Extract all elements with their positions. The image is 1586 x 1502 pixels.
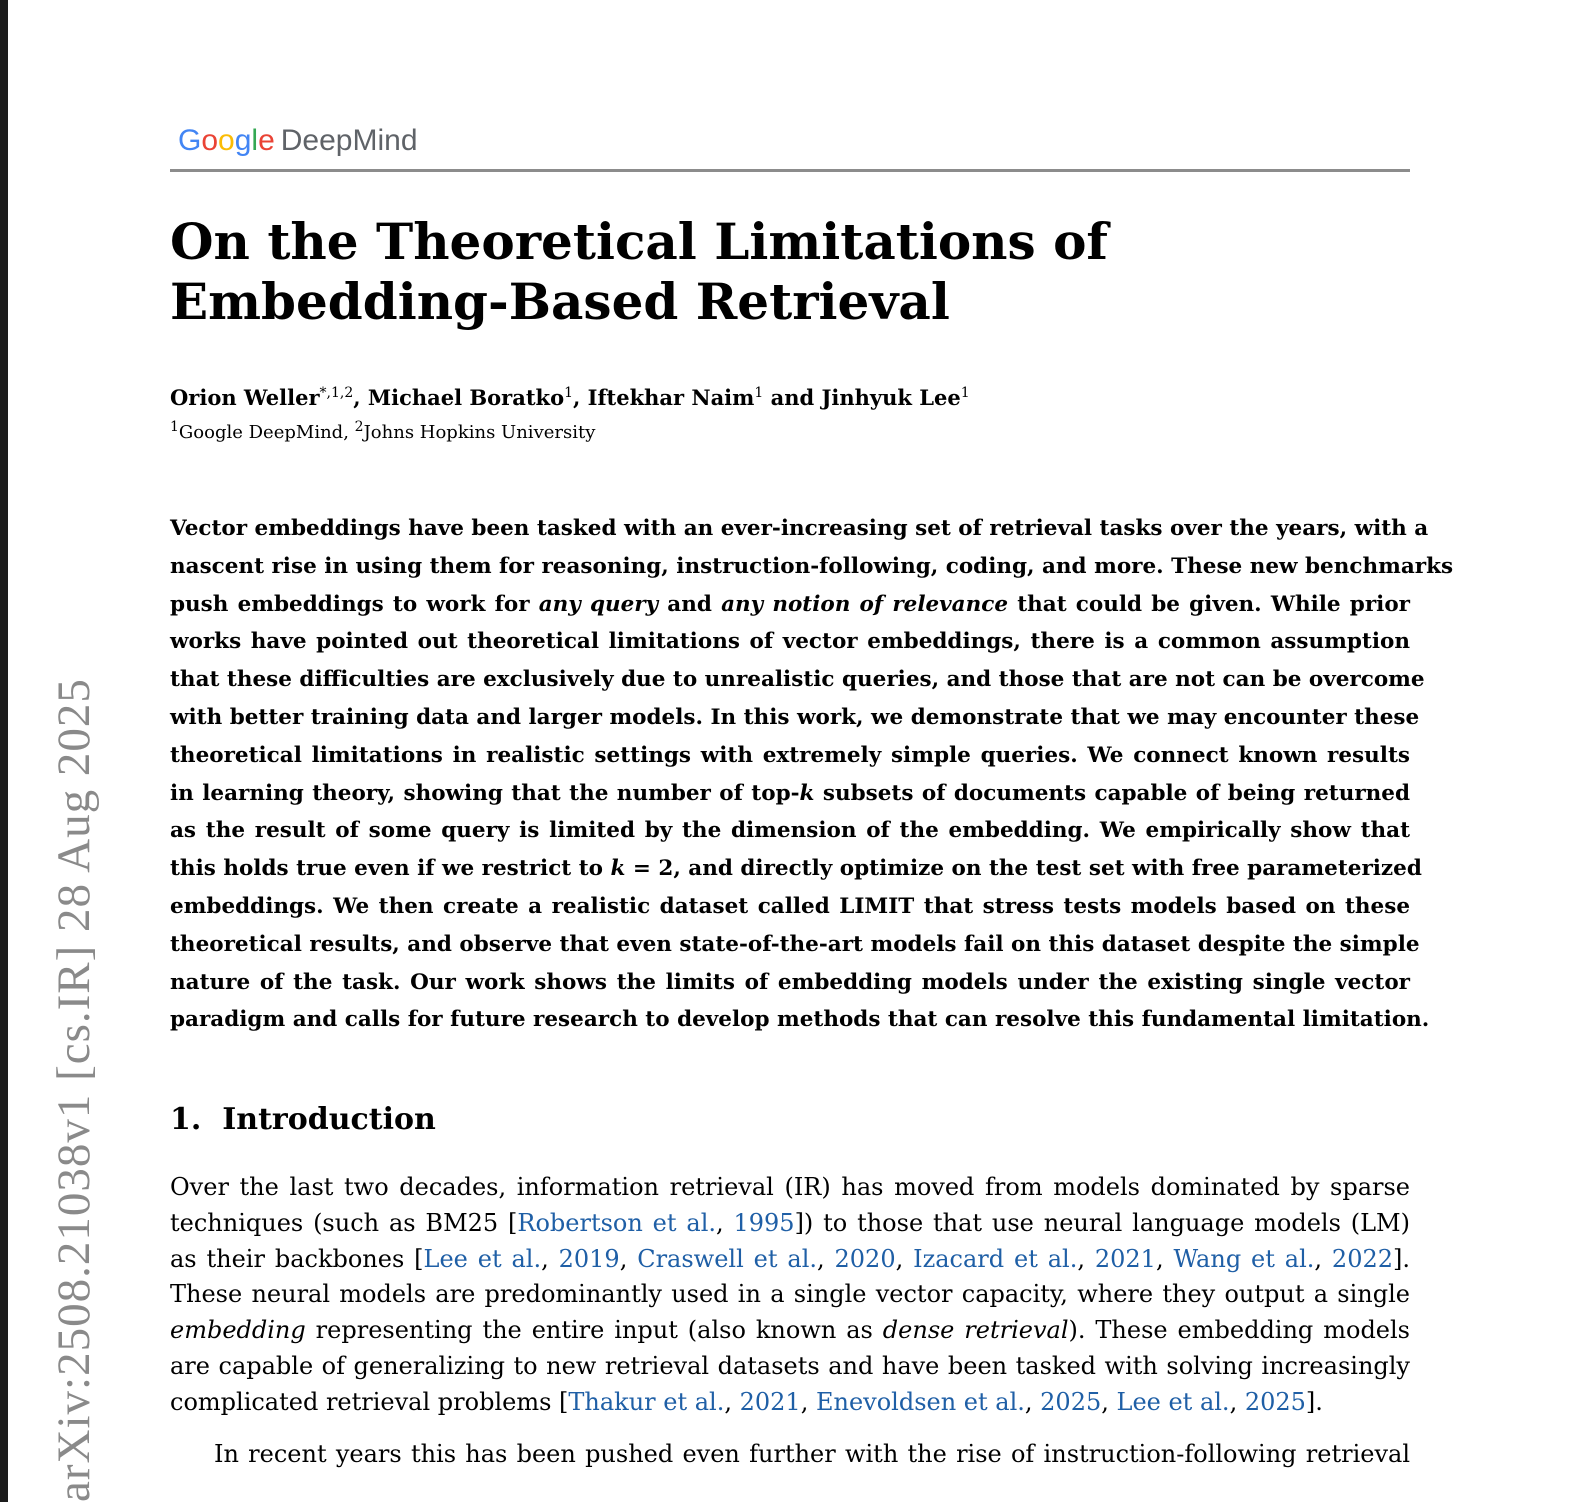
author-separator: , bbox=[353, 385, 368, 410]
section-heading-introduction bbox=[170, 1098, 436, 1142]
text-run: embeddings. We then create a realistic dataset called LIMIT that stress tests models based on these bbox=[170, 893, 1410, 919]
text-run: ). These embedding models bbox=[1068, 1316, 1410, 1345]
text-run: , bbox=[541, 1244, 559, 1273]
citation-link[interactable]: Enevoldsen et al. bbox=[815, 1387, 1025, 1416]
title-line-2: Embedding-Based Retrieval bbox=[170, 272, 950, 331]
text-run: ]) to those that use neural language models (LM) bbox=[794, 1208, 1410, 1237]
abstract-line bbox=[170, 812, 1410, 850]
deepmind-wordmark: DeepMind bbox=[280, 124, 418, 157]
header-rule bbox=[170, 169, 1410, 172]
google-letter: l bbox=[251, 124, 259, 157]
google-letter: G bbox=[178, 124, 202, 157]
title-line-1: On the Theoretical Limitations of bbox=[170, 212, 1108, 271]
text-run: in learning theory, showing that the number of top- bbox=[170, 780, 800, 806]
abstract-line bbox=[170, 548, 1454, 586]
text-run: These neural models are predominantly used in a single vector capacity, where they output a single bbox=[170, 1280, 1410, 1309]
text-run: representing the entire input (also known as bbox=[305, 1316, 883, 1345]
text-run: , bbox=[800, 1387, 816, 1416]
intro-line bbox=[170, 1277, 1410, 1313]
author-separator: and bbox=[763, 385, 822, 410]
citation-link[interactable]: Lee et al. bbox=[1116, 1387, 1230, 1416]
text-run: are capable of generalizing to new retrieval datasets and have been tasked with solving increasingly bbox=[170, 1351, 1410, 1380]
text-run: as the result of some query is limited by the dimension of the embedding. We empirically show that bbox=[170, 818, 1410, 844]
author-affiliation-mark: 1 bbox=[754, 385, 764, 401]
abstract-line bbox=[170, 850, 1422, 888]
abstract-line bbox=[170, 661, 1425, 699]
left-edge-bar bbox=[0, 0, 8, 1502]
text-run: paradigm and calls for future research to develop methods that can resolve this fundamental limitation. bbox=[170, 1007, 1430, 1033]
emphasis-text: any notion of relevance bbox=[721, 591, 1009, 617]
intro-line bbox=[170, 1242, 1410, 1278]
abstract-line bbox=[170, 926, 1420, 964]
citation-link[interactable]: 2019 bbox=[558, 1244, 620, 1273]
affiliation-name: Johns Hopkins University bbox=[363, 422, 596, 443]
citation-link[interactable]: Robertson et al. bbox=[517, 1208, 716, 1237]
affiliation-mark: 2 bbox=[354, 419, 364, 435]
text-run: , bbox=[895, 1244, 914, 1273]
text-run: theoretical results, and observe that even state-of-the-art models fail on this dataset despite the simple bbox=[170, 931, 1420, 957]
text-run: , bbox=[619, 1244, 638, 1273]
citation-link[interactable]: Craswell et al. bbox=[637, 1244, 817, 1273]
text-run: that these difficulties are exclusively due to unrealistic queries, and those that are not can be overcome bbox=[170, 667, 1425, 693]
citation-link[interactable]: Izacard et al. bbox=[913, 1244, 1078, 1273]
affiliation-name: Google DeepMind bbox=[178, 422, 344, 443]
author-name: Jinhyuk Lee bbox=[821, 385, 961, 410]
author-name: Michael Boratko bbox=[367, 385, 565, 410]
google-deepmind-logo bbox=[178, 122, 418, 160]
text-run: push embeddings to work for bbox=[170, 591, 539, 617]
intro-line bbox=[170, 1349, 1410, 1385]
citation-link[interactable]: 2021 bbox=[1094, 1244, 1156, 1273]
citation-link[interactable]: 2022 bbox=[1331, 1244, 1393, 1273]
section-number: 1. bbox=[170, 1102, 202, 1137]
author-list bbox=[170, 383, 970, 413]
affiliation-separator: , bbox=[343, 422, 355, 443]
text-run: ]. bbox=[1305, 1387, 1323, 1416]
text-run: subsets of documents capable of being returned bbox=[814, 780, 1410, 806]
intro-line bbox=[170, 1170, 1410, 1206]
citation-link[interactable]: 2025 bbox=[1040, 1387, 1102, 1416]
google-letter: g bbox=[234, 124, 252, 157]
abstract-line bbox=[170, 888, 1410, 926]
abstract bbox=[170, 510, 1454, 1039]
intro-line bbox=[170, 1206, 1410, 1242]
text-run: with better training data and larger models. In this work, we demonstrate that we may encounter these bbox=[170, 704, 1420, 730]
citation-link[interactable]: 1995 bbox=[733, 1208, 795, 1237]
text-run: In recent years this has been pushed even further with the rise of instruction-following retrieval bbox=[214, 1439, 1410, 1468]
intro-line bbox=[170, 1385, 1410, 1421]
google-letter: o bbox=[218, 124, 235, 157]
text-run: theoretical limitations in realistic settings with extremely simple queries. We connect known results bbox=[170, 742, 1410, 768]
abstract-line bbox=[170, 775, 1410, 813]
text-run: , bbox=[1229, 1387, 1245, 1416]
intro-line bbox=[170, 1313, 1410, 1349]
text-run: that could be given. While prior bbox=[1008, 591, 1410, 617]
citation-link[interactable]: 2020 bbox=[834, 1244, 896, 1273]
abstract-line bbox=[170, 623, 1410, 661]
author-affiliation-mark: 1 bbox=[960, 385, 970, 401]
abstract-line bbox=[170, 510, 1429, 548]
emphasis-text: any query bbox=[538, 591, 659, 617]
arxiv-identifier-stamp: arXiv:2508.21038v1 [cs.IR] 28 Aug 2025 bbox=[48, 678, 100, 1502]
text-run: techniques (such as BM25 [ bbox=[170, 1208, 518, 1237]
google-letter: o bbox=[201, 124, 219, 157]
author-name: Iftekhar Naim bbox=[587, 385, 755, 410]
google-letter: e bbox=[258, 124, 275, 157]
intro-line bbox=[170, 1437, 1410, 1473]
text-run: works have pointed out theoretical limitations of vector embeddings, there is a common assumption bbox=[170, 629, 1410, 655]
abstract-line bbox=[170, 699, 1420, 737]
emphasis-text: k bbox=[799, 780, 815, 806]
text-run: , bbox=[1077, 1244, 1095, 1273]
paper-title bbox=[170, 212, 1108, 332]
citation-link[interactable]: Thakur et al. bbox=[568, 1387, 725, 1416]
google-wordmark bbox=[178, 124, 275, 157]
abstract-line bbox=[170, 964, 1410, 1002]
citation-link[interactable]: 2021 bbox=[739, 1387, 801, 1416]
author-affiliation-mark: 1 bbox=[564, 385, 574, 401]
emphasis-text: embedding bbox=[170, 1316, 306, 1345]
text-run: , bbox=[1155, 1244, 1174, 1273]
text-run: , bbox=[817, 1244, 835, 1273]
affiliation-list bbox=[170, 420, 595, 446]
text-run: , bbox=[1101, 1387, 1117, 1416]
author-name: Orion Weller bbox=[170, 385, 320, 410]
citation-link[interactable]: 2025 bbox=[1244, 1387, 1306, 1416]
emphasis-text: dense retrieval bbox=[882, 1316, 1069, 1345]
citation-link[interactable]: Wang et al. bbox=[1173, 1244, 1315, 1273]
text-run: , bbox=[724, 1387, 740, 1416]
text-run: , bbox=[716, 1208, 734, 1237]
text-run: and bbox=[658, 591, 722, 617]
text-run: ]. bbox=[1393, 1244, 1410, 1273]
emphasis-text: k bbox=[610, 856, 626, 882]
abstract-line bbox=[170, 1001, 1430, 1039]
text-run: nature of the task. Our work shows the limits of embedding models under the existing single vector bbox=[170, 969, 1410, 995]
text-run: complicated retrieval problems [ bbox=[170, 1387, 569, 1416]
author-separator: , bbox=[573, 385, 588, 410]
affiliation-mark: 1 bbox=[170, 419, 179, 435]
author-affiliation-mark: *,1,2 bbox=[319, 385, 354, 401]
text-run: nascent rise in using them for reasoning, instruction-following, coding, and more. These new benchmarks bbox=[170, 553, 1454, 579]
citation-link[interactable]: Lee et al. bbox=[423, 1244, 542, 1273]
text-run: = 2, and directly optimize on the test set with free parameterized bbox=[625, 856, 1422, 882]
text-run: this holds true even if we restrict to bbox=[170, 856, 611, 882]
text-run: Vector embeddings have been tasked with an ever-increasing set of retrieval tasks over the years, with a bbox=[170, 516, 1429, 541]
text-run: , bbox=[1314, 1244, 1332, 1273]
text-run: , bbox=[1024, 1387, 1041, 1416]
text-run: as their backbones [ bbox=[170, 1244, 424, 1273]
abstract-line bbox=[170, 586, 1410, 624]
abstract-line bbox=[170, 737, 1410, 775]
introduction-body bbox=[170, 1170, 1410, 1472]
text-run: Over the last two decades, information retrieval (IR) has moved from models dominated by sparse bbox=[170, 1173, 1410, 1201]
section-title: Introduction bbox=[222, 1102, 436, 1137]
